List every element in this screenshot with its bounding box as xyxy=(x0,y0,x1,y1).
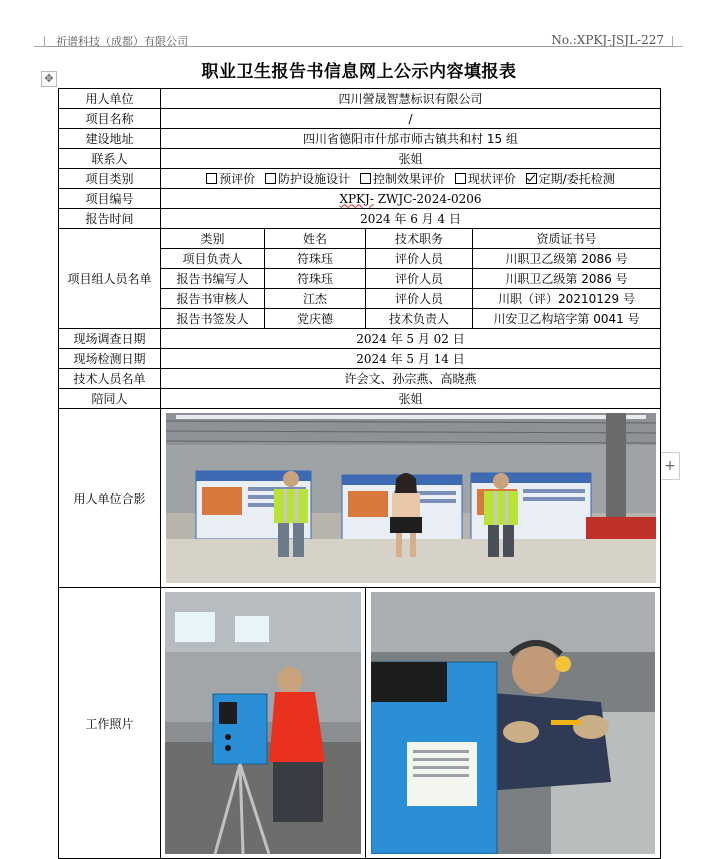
label-survey-date: 现场调查日期 xyxy=(59,329,161,349)
table-move-handle-icon[interactable]: ✥ xyxy=(41,71,57,87)
option-status-evaluation[interactable]: 现状评价 xyxy=(455,172,516,186)
work-photo-2[interactable] xyxy=(371,592,655,854)
label-escort: 陪同人 xyxy=(59,389,161,409)
checkbox-icon[interactable] xyxy=(360,173,371,184)
row-project-no xyxy=(59,189,661,209)
row-employer xyxy=(59,89,661,109)
team-cert[interactable]: 川安卫乙构培字第 0041 号 xyxy=(473,309,661,329)
team-title[interactable]: 技术负责人 xyxy=(366,309,473,329)
team-name[interactable]: 符珠珏 xyxy=(265,249,366,269)
team-role[interactable]: 项目负责人 xyxy=(161,249,265,269)
row-team-header xyxy=(59,229,661,249)
value-project-no[interactable]: XPKJ- ZWJC-2024-0206 xyxy=(161,189,661,209)
team-role[interactable]: 报告书审核人 xyxy=(161,289,265,309)
row-contact xyxy=(59,149,661,169)
label-project-no: 项目编号 xyxy=(59,189,161,209)
label-employer: 用人单位 xyxy=(59,89,161,109)
row-address xyxy=(59,129,661,149)
group-photo-cell xyxy=(161,409,661,588)
work-photo-cell-1 xyxy=(161,588,366,859)
option-control-effect[interactable]: 控制效果评价 xyxy=(360,172,445,186)
label-tech-staff: 技术人员名单 xyxy=(59,369,161,389)
row-work-photos xyxy=(59,588,661,859)
team-cert[interactable]: 川职卫乙级第 2086 号 xyxy=(473,249,661,269)
value-contact[interactable]: 张姐 xyxy=(161,149,661,169)
category-options xyxy=(161,169,661,189)
row-escort xyxy=(59,389,661,409)
row-report-time xyxy=(59,209,661,229)
team-title[interactable]: 评价人员 xyxy=(366,269,473,289)
label-team: 项目组人员名单 xyxy=(59,229,161,329)
value-project-name[interactable]: / xyxy=(161,109,661,129)
row-group-photo xyxy=(59,409,661,588)
row-test-date xyxy=(59,349,661,369)
value-employer[interactable]: 四川謍晟智慧标识有限公司 xyxy=(161,89,661,109)
header-company: 祈谱科技（成都）有限公司 xyxy=(56,35,188,48)
label-address: 建设地址 xyxy=(59,129,161,149)
team-cert[interactable]: 川职卫乙级第 2086 号 xyxy=(473,269,661,289)
work-photo-1-image xyxy=(165,592,361,854)
value-test-date[interactable]: 2024 年 5 月 14 日 xyxy=(161,349,661,369)
team-name[interactable]: 党庆德 xyxy=(265,309,366,329)
checkbox-icon[interactable] xyxy=(206,173,217,184)
team-name[interactable]: 江杰 xyxy=(265,289,366,309)
group-photo-image xyxy=(166,413,656,583)
team-title[interactable]: 评价人员 xyxy=(366,249,473,269)
label-category: 项目类别 xyxy=(59,169,161,189)
row-project-name xyxy=(59,109,661,129)
page-title: 职业卫生报告书信息网上公示内容填报表 xyxy=(201,62,517,82)
team-header-cert: 资质证书号 xyxy=(473,229,661,249)
label-contact: 联系人 xyxy=(59,149,161,169)
label-test-date: 现场检测日期 xyxy=(59,349,161,369)
header-divider xyxy=(44,46,672,47)
label-work-photos: 工作照片 xyxy=(59,588,161,859)
option-protection-design[interactable]: 防护设施设计 xyxy=(265,172,350,186)
row-tech-staff xyxy=(59,369,661,389)
option-periodic-testing[interactable]: 定期/委托检测 xyxy=(526,172,615,186)
team-role[interactable]: 报告书签发人 xyxy=(161,309,265,329)
checked-checkbox-icon[interactable] xyxy=(526,173,537,184)
label-group-photo: 用人单位合影 xyxy=(59,409,161,588)
team-header-category: 类别 xyxy=(161,229,265,249)
team-name[interactable]: 符珠珏 xyxy=(265,269,366,289)
row-category xyxy=(59,169,661,189)
checkbox-icon[interactable] xyxy=(265,173,276,184)
work-photo-1[interactable] xyxy=(165,592,361,854)
header-doc-number: No.:XPKJ-JSJL-227 xyxy=(551,33,664,47)
checkbox-icon[interactable] xyxy=(455,173,466,184)
value-address[interactable]: 四川省德阳市什邡市师古镇共和村 15 组 xyxy=(161,129,661,149)
label-report-time: 报告时间 xyxy=(59,209,161,229)
value-report-time[interactable]: 2024 年 6 月 4 日 xyxy=(161,209,661,229)
group-photo[interactable] xyxy=(166,413,656,583)
option-pre-evaluation[interactable]: 预评价 xyxy=(206,172,255,186)
team-cert[interactable]: 川职（评）20210129 号 xyxy=(473,289,661,309)
value-escort[interactable]: 张姐 xyxy=(161,389,661,409)
team-header-name: 姓名 xyxy=(265,229,366,249)
row-survey-date xyxy=(59,329,661,349)
work-photo-2-image xyxy=(371,592,655,854)
team-title[interactable]: 评价人员 xyxy=(366,289,473,309)
corner-mark-right xyxy=(672,36,683,47)
add-column-button[interactable]: + xyxy=(660,452,680,480)
value-survey-date[interactable]: 2024 年 5 月 02 日 xyxy=(161,329,661,349)
team-role[interactable]: 报告书编写人 xyxy=(161,269,265,289)
info-table xyxy=(58,88,661,859)
label-project-name: 项目名称 xyxy=(59,109,161,129)
value-tech-staff[interactable]: 许会文、孙宗燕、高晓燕 xyxy=(161,369,661,389)
team-header-title: 技术职务 xyxy=(366,229,473,249)
work-photo-cell-2 xyxy=(366,588,661,859)
